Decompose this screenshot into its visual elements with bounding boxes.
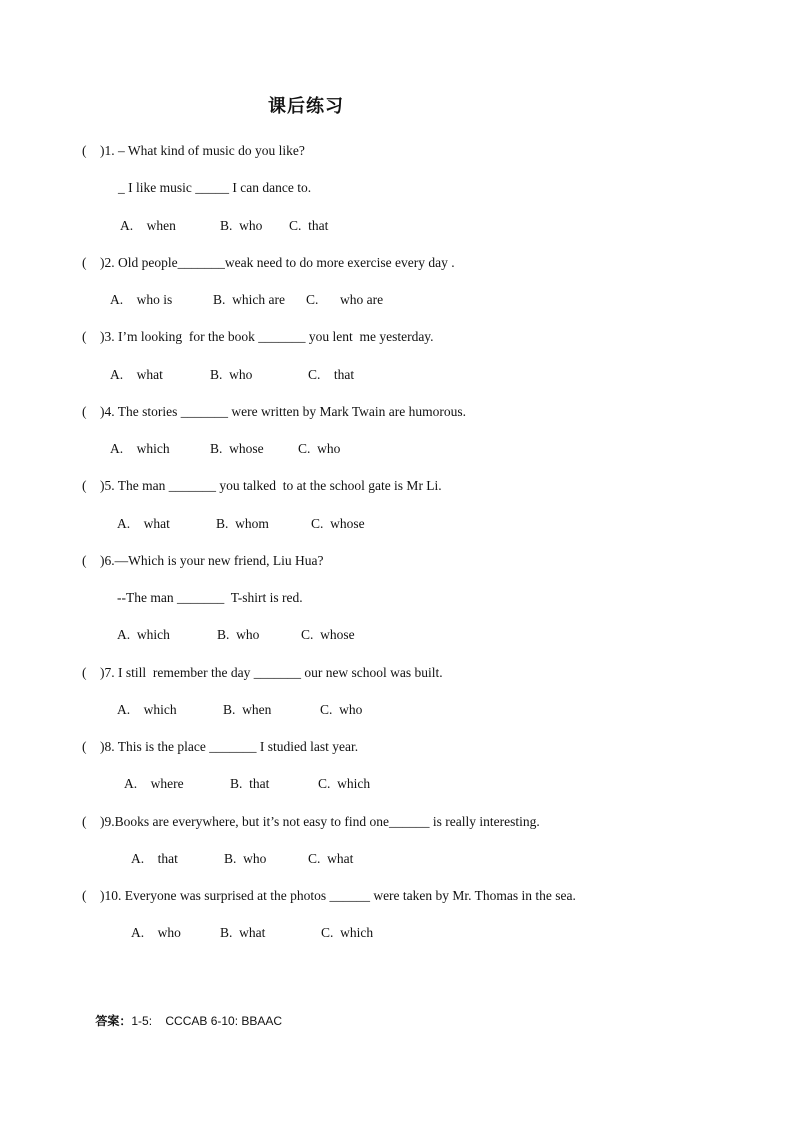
question-1-option-a: A. when bbox=[120, 218, 176, 233]
question-8-option-a: A. where bbox=[124, 776, 184, 791]
question-3-option-c: C. that bbox=[308, 367, 355, 382]
question-1-option-b: B. who bbox=[220, 218, 263, 233]
question-2-option-c: who are bbox=[340, 292, 384, 307]
question-6-stem: ( )6.—Which is your new friend, Liu Hua? bbox=[82, 553, 324, 568]
answer-key-text: 1-5: CCCAB 6-10: BBAAC bbox=[131, 1014, 283, 1028]
question-1-stem: ( )1. – What kind of music do you like? bbox=[82, 143, 305, 158]
question-1-option-c: C. that bbox=[289, 218, 329, 233]
question-5-option-b: B. whom bbox=[216, 516, 269, 531]
question-10-option-b: B. what bbox=[220, 925, 266, 940]
question-7-option-a: A. which bbox=[117, 702, 177, 717]
question-8-option-c: C. which bbox=[318, 776, 371, 791]
question-6-option-b: B. who bbox=[217, 627, 260, 642]
question-9-option-b: B. who bbox=[224, 851, 267, 866]
question-4-option-a: A. which bbox=[110, 441, 170, 456]
question-10-option-c: C. which bbox=[321, 925, 374, 940]
question-4-stem: ( )4. The stories _______ were written by Mark Twain are humorous. bbox=[82, 404, 466, 419]
question-2-option-a: A. who is bbox=[110, 292, 173, 307]
question-7-option-c: C. who bbox=[320, 702, 363, 717]
question-2-stem: ( )2. Old people_______weak need to do more exercise every day . bbox=[82, 255, 455, 270]
question-9-option-a: A. that bbox=[131, 851, 178, 866]
question-6-option-c: C. whose bbox=[301, 627, 355, 642]
answer-key-label: 答案： bbox=[95, 1014, 132, 1028]
question-1-line-2: _ I like music _____ I can dance to. bbox=[118, 180, 312, 195]
question-3-stem: ( )3. I’m looking for the book _______ you lent me yesterday. bbox=[82, 329, 434, 344]
question-4-option-c: C. who bbox=[298, 441, 341, 456]
question-5-option-c: C. whose bbox=[311, 516, 365, 531]
question-7-stem: ( )7. I still remember the day _______ our new school was built. bbox=[82, 665, 443, 680]
question-3-option-b: B. who bbox=[210, 367, 253, 382]
question-6-option-a: A. which bbox=[117, 627, 170, 642]
answer-key bbox=[82, 998, 282, 1043]
question-9-stem: ( )9.Books are everywhere, but it’s not easy to find one______ is really interesting. bbox=[82, 814, 540, 829]
question-5-option-a: A. what bbox=[117, 516, 170, 531]
question-10-option-a: A. who bbox=[131, 925, 181, 940]
page-title: 课后练习 bbox=[268, 96, 344, 117]
question-8-stem: ( )8. This is the place _______ I studied last year. bbox=[82, 739, 359, 754]
question-3-option-a: A. what bbox=[110, 367, 163, 382]
question-10-stem: ( )10. Everyone was surprised at the photos ______ were taken by Mr. Thomas in the sea. bbox=[82, 888, 576, 903]
question-6-line-2: --The man _______ T-shirt is red. bbox=[117, 590, 303, 605]
question-2-option-b: B. which are bbox=[213, 292, 285, 307]
question-8-option-b: B. that bbox=[230, 776, 270, 791]
question-2-option-c-label: C. bbox=[306, 292, 319, 307]
question-5-stem: ( )5. The man _______ you talked to at the school gate is Mr Li. bbox=[82, 478, 442, 493]
question-9-option-c: C. what bbox=[308, 851, 354, 866]
question-7-option-b: B. when bbox=[223, 702, 272, 717]
question-4-option-b: B. whose bbox=[210, 441, 264, 456]
